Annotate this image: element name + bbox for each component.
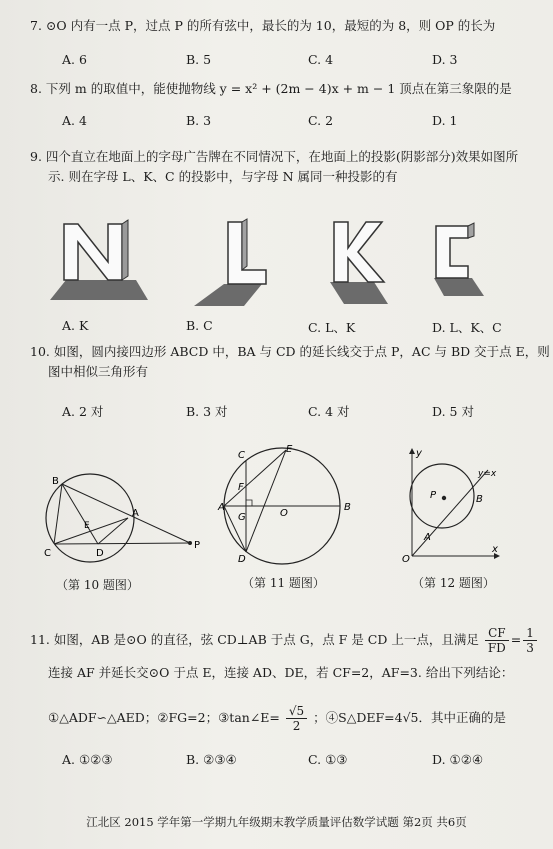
- fig10-line-ad: [98, 518, 128, 544]
- q11-ratio-rhs-num: 1: [523, 626, 537, 641]
- fig12-label-b: B: [476, 494, 483, 505]
- fig10-label-a: A: [132, 508, 139, 519]
- figure-12: [398, 446, 502, 565]
- fig10-label-e: E: [84, 521, 90, 531]
- q8-option-c: C. 2: [308, 113, 334, 128]
- fig11-label-g: G: [238, 512, 246, 523]
- fig10-circle: [46, 474, 134, 562]
- q10-option-a: A. 2 对: [62, 404, 104, 419]
- question-10-stem-line1: 10. 如图，圆内接四边形 ABCD 中，BA 与 CD 的延长线交于点 P，AC 与 BD 交于点 E，则: [30, 344, 550, 359]
- figure-12-caption: （第 12 题图）: [412, 576, 495, 590]
- fig11-label-c: C: [238, 450, 245, 461]
- letter-n-side: [122, 220, 128, 280]
- figure-11-caption: （第 11 题图）: [242, 576, 325, 590]
- q11-ratio-rhs-den: 3: [526, 641, 534, 655]
- q9-option-b: B. C: [186, 318, 213, 333]
- letter-k-shape: [334, 222, 384, 282]
- q11-tan-den: 2: [292, 719, 301, 733]
- figure-11: [218, 444, 362, 566]
- billboard-k: [330, 222, 388, 304]
- q10-option-d: D. 5 对: [432, 404, 474, 419]
- fig11-label-o: O: [280, 508, 288, 519]
- q11-conclusions-part2: ；④S△DEF=4√5．其中正确的是: [313, 710, 506, 725]
- q8-option-a: A. 4: [62, 113, 87, 128]
- fig12-label-y: y: [416, 448, 422, 459]
- q10-option-c: C. 4 对: [308, 404, 350, 419]
- q9-option-d: D. L、K、C: [432, 320, 502, 335]
- fig12-label-line: y=x: [478, 469, 497, 479]
- q7-option-d: D. 3: [432, 52, 458, 67]
- shadow-l: [194, 284, 262, 306]
- fig10-line-ca: [54, 518, 128, 544]
- q8-option-d: D. 1: [432, 113, 458, 128]
- fig10-point-p: [188, 541, 192, 545]
- q9-option-c: C. L、K: [308, 320, 356, 335]
- figure-10: [28, 470, 208, 570]
- fig11-label-a: A: [218, 502, 225, 513]
- fig10-label-d: D: [96, 548, 104, 559]
- fig12-label-p: P: [430, 490, 437, 501]
- fig12-label-o: O: [402, 554, 410, 565]
- fig11-label-b: B: [344, 502, 351, 513]
- fig12-label-a: A: [424, 532, 431, 543]
- fig10-label-b: B: [52, 476, 59, 487]
- fig11-right-angle: [246, 500, 252, 506]
- q11-ratio-lhs-num: CF: [485, 626, 509, 641]
- q8-option-b: B. 3: [186, 113, 212, 128]
- question-7-stem: 7. ⊙O 内有一点 P，过点 P 的所有弦中，最长的为 10，最短的为 8，则 OP 的长为: [30, 18, 496, 33]
- fig10-label-c: C: [44, 548, 51, 559]
- q11-tan-num: √5: [286, 704, 307, 719]
- q10-option-b: B. 3 对: [186, 404, 228, 419]
- letter-l-side: [242, 219, 247, 270]
- page-footer: 江北区 2015 学年第一学期九年级期末教学质量评估数学试题 第2页 共6页: [86, 815, 467, 829]
- shadow-k: [330, 282, 388, 304]
- fig11-label-d: D: [238, 554, 246, 565]
- q11-ratio-lhs-den: FD: [487, 641, 506, 655]
- letter-c-shape: [436, 226, 468, 278]
- letter-n-shape: [64, 224, 122, 280]
- q11-tan-fraction: [286, 704, 307, 733]
- billboard-c: [434, 223, 484, 296]
- q11-conclusions-part1: ①△ADF∽△AED；②FG=2；③tan∠E=: [48, 710, 280, 725]
- billboard-l: [194, 219, 266, 306]
- q11-option-d: D. ①②④: [432, 752, 484, 767]
- billboard-n: [50, 220, 148, 300]
- q9-billboards-figure: [44, 212, 514, 307]
- fig11-line-ae: [224, 450, 286, 506]
- question-11-stem-line1: [30, 626, 539, 655]
- q11-option-c: C. ①③: [308, 752, 348, 767]
- q11-option-b: B. ②③④: [186, 752, 237, 767]
- q11-option-a: A. ①②③: [62, 752, 113, 767]
- fig10-line-bc: [54, 484, 62, 544]
- letter-c-side: [468, 223, 474, 238]
- q11-ratio-eq: =: [510, 632, 522, 647]
- q7-option-a: A. 6: [62, 52, 87, 67]
- fig11-label-e: E: [286, 444, 293, 455]
- q11-ratio-lhs: [485, 626, 509, 655]
- fig10-label-p: P: [194, 540, 201, 551]
- question-11-stem-line2: 连接 AF 并延长交⊙O 于点 E，连接 AD、DE，若 CF=2，AF=3. 给出下列结论：: [48, 665, 514, 680]
- shadow-n: [50, 280, 148, 300]
- question-11-conclusions: [48, 704, 506, 733]
- q9-option-a: A. K: [62, 318, 89, 333]
- question-9-stem-line1: 9. 四个直立在地面上的字母广告牌在不同情况下，在地面上的投影(阴影部分)效果如图所: [30, 149, 519, 164]
- shadow-c: [434, 278, 484, 296]
- fig12-label-x: x: [492, 544, 498, 555]
- q11-ratio-rhs: [523, 626, 537, 655]
- fig12-y-arrow: [409, 448, 415, 454]
- fig11-label-f: F: [238, 482, 244, 493]
- q7-option-b: B. 5: [186, 52, 212, 67]
- figure-10-caption: （第 10 题图）: [56, 578, 139, 592]
- question-9-stem-line2: 示. 则在字母 L、K、C 的投影中，与字母 N 属同一种投影的有: [48, 169, 398, 184]
- question-8-stem: 8. 下列 m 的取值中，能使抛物线 y = x² + (2m − 4)x + m − 1 顶点在第三象限的是: [30, 81, 512, 96]
- q7-option-c: C. 4: [308, 52, 334, 67]
- q11-stem-part1: 11. 如图，AB 是⊙O 的直径，弦 CD⊥AB 于点 G，点 F 是 CD 上一点，且满足: [30, 632, 479, 647]
- fig12-line-y-eq-x: [412, 470, 488, 556]
- question-10-stem-line2: 图中相似三角形有: [48, 364, 149, 379]
- fig10-line-cp: [54, 543, 190, 544]
- fig12-point-p: [442, 496, 446, 500]
